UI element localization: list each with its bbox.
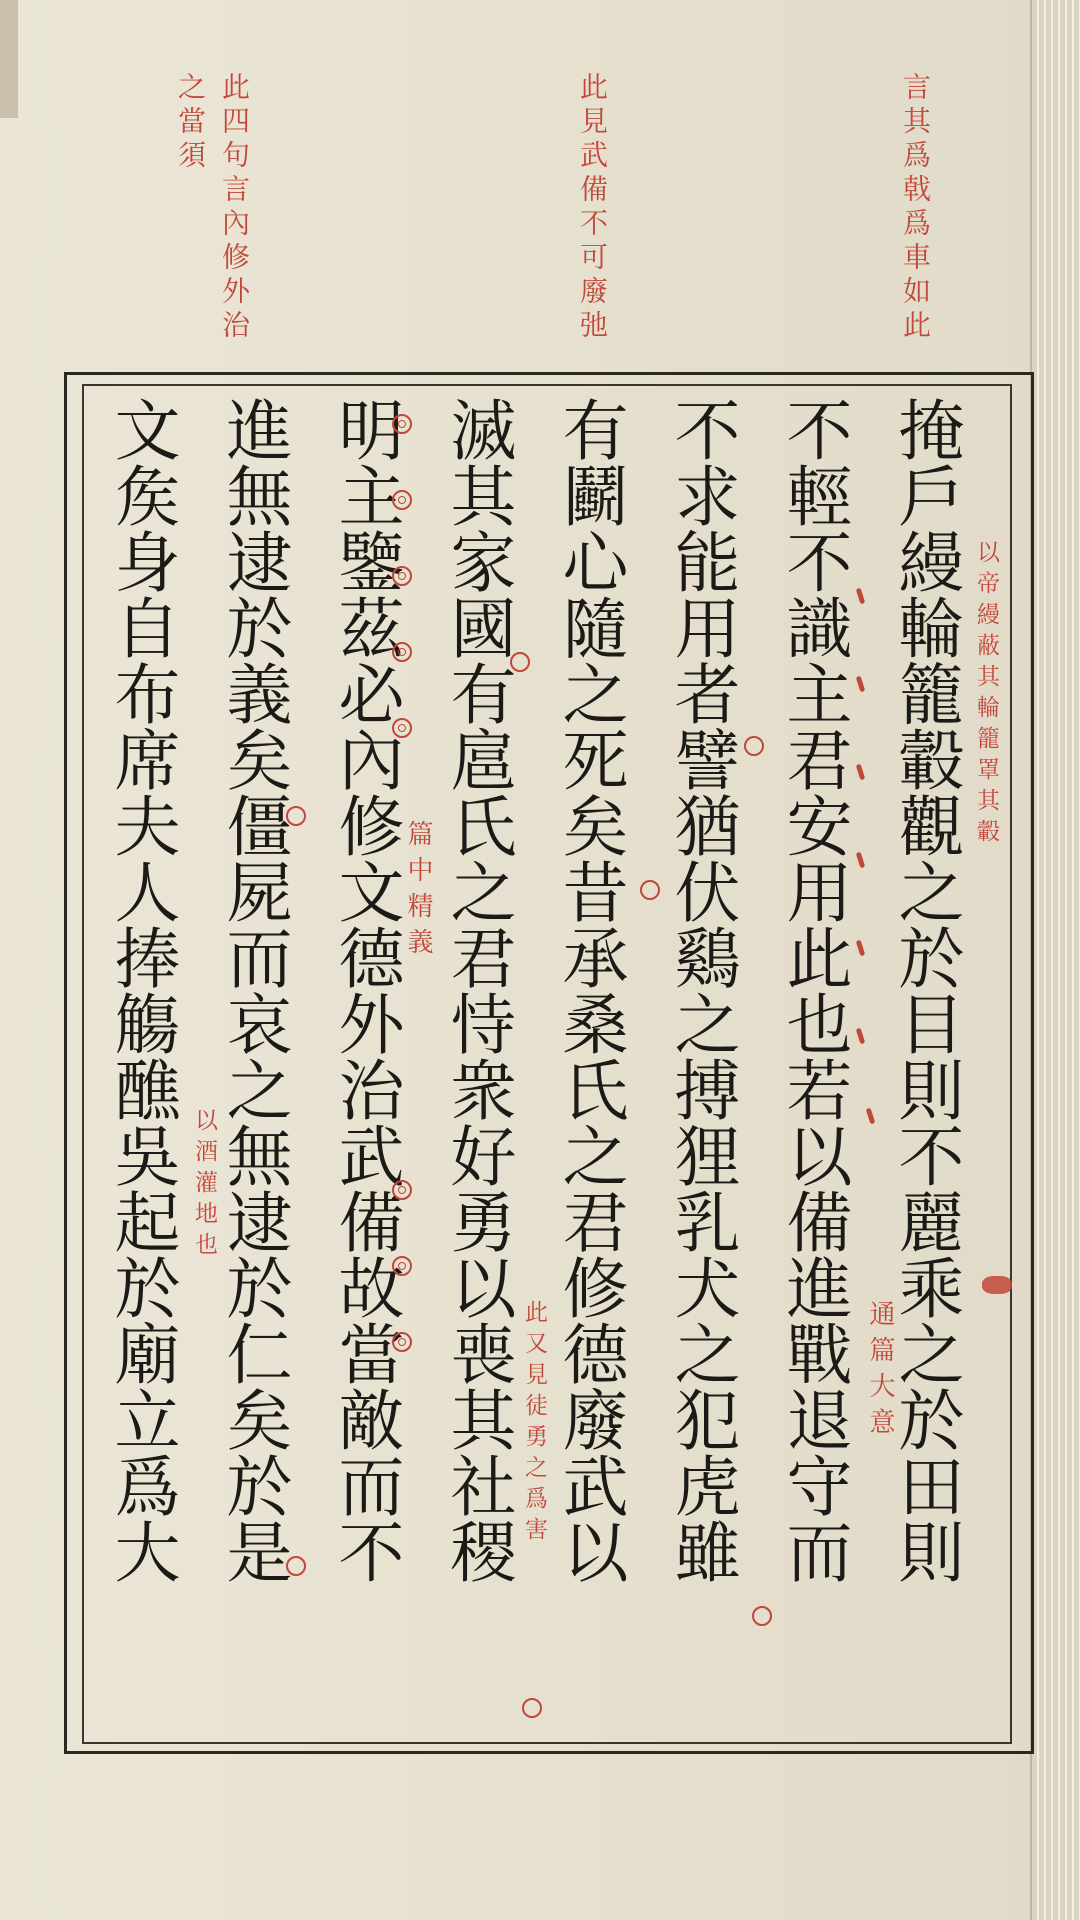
emphasis-circle xyxy=(286,806,306,826)
emphasis-circle xyxy=(522,1698,542,1718)
emphasis-double-circle xyxy=(392,642,412,662)
emphasis-double-circle xyxy=(392,414,412,434)
annotation-inline-5: 以酒灌地也 xyxy=(191,1108,217,1263)
emphasis-circle xyxy=(752,1606,772,1626)
emphasis-circle xyxy=(744,736,764,756)
annotation-top-right: 言其爲戟爲車如此 xyxy=(899,72,932,344)
text-column-2: 不輕不識主君安用此也若以備進戰退守而 xyxy=(775,396,852,1584)
emphasis-double-circle xyxy=(392,566,412,586)
annotation-inline-3: 篇中精義 xyxy=(403,820,433,964)
annotation-top-left-a: 此四句言內修外治 xyxy=(218,72,251,344)
text-column-6: 明主鑒茲必內修文德外治武備故當敵而不 xyxy=(327,396,404,1584)
emphasis-circle xyxy=(510,652,530,672)
text-column-4: 有鬬心隨之死矣昔承桑氏之君修德廢武以 xyxy=(551,396,628,1584)
emphasis-circle xyxy=(640,880,660,900)
text-column-3: 不求能用者譬猶伏鷄之搏狸乳犬之犯虎雖 xyxy=(663,396,740,1584)
annotation-inline-1: 以帝縵蔽其輪籠罩其轂 xyxy=(973,540,999,850)
emphasis-circle xyxy=(286,1556,306,1576)
annotation-top-left-b: 之當須 xyxy=(174,72,207,174)
emphasis-double-circle xyxy=(392,490,412,510)
text-column-1: 掩戶縵輪籠轂觀之於目則不麗乘之於田則 xyxy=(887,396,964,1584)
text-column-5: 滅其家國有扈氏之君恃衆好勇以喪其社稷 xyxy=(439,396,516,1584)
ink-blot xyxy=(982,1276,1012,1294)
annotation-inline-2: 通篇大意 xyxy=(865,1300,895,1444)
emphasis-double-circle xyxy=(392,1332,412,1352)
annotation-top-middle: 此見武備不可廢弛 xyxy=(576,72,609,344)
page-edges xyxy=(1030,0,1080,1920)
text-column-7: 進無逮於義矣僵屍而哀之無逮於仁矣於是 xyxy=(215,396,292,1584)
emphasis-double-circle xyxy=(392,718,412,738)
binding-shadow xyxy=(0,0,18,118)
annotation-inline-4: 此又見徒勇之爲害 xyxy=(521,1300,547,1548)
text-column-8: 文矦身自布席夫人捧觴醮吳起於廟立爲大 xyxy=(103,396,180,1584)
emphasis-double-circle xyxy=(392,1180,412,1200)
emphasis-double-circle xyxy=(392,1256,412,1276)
